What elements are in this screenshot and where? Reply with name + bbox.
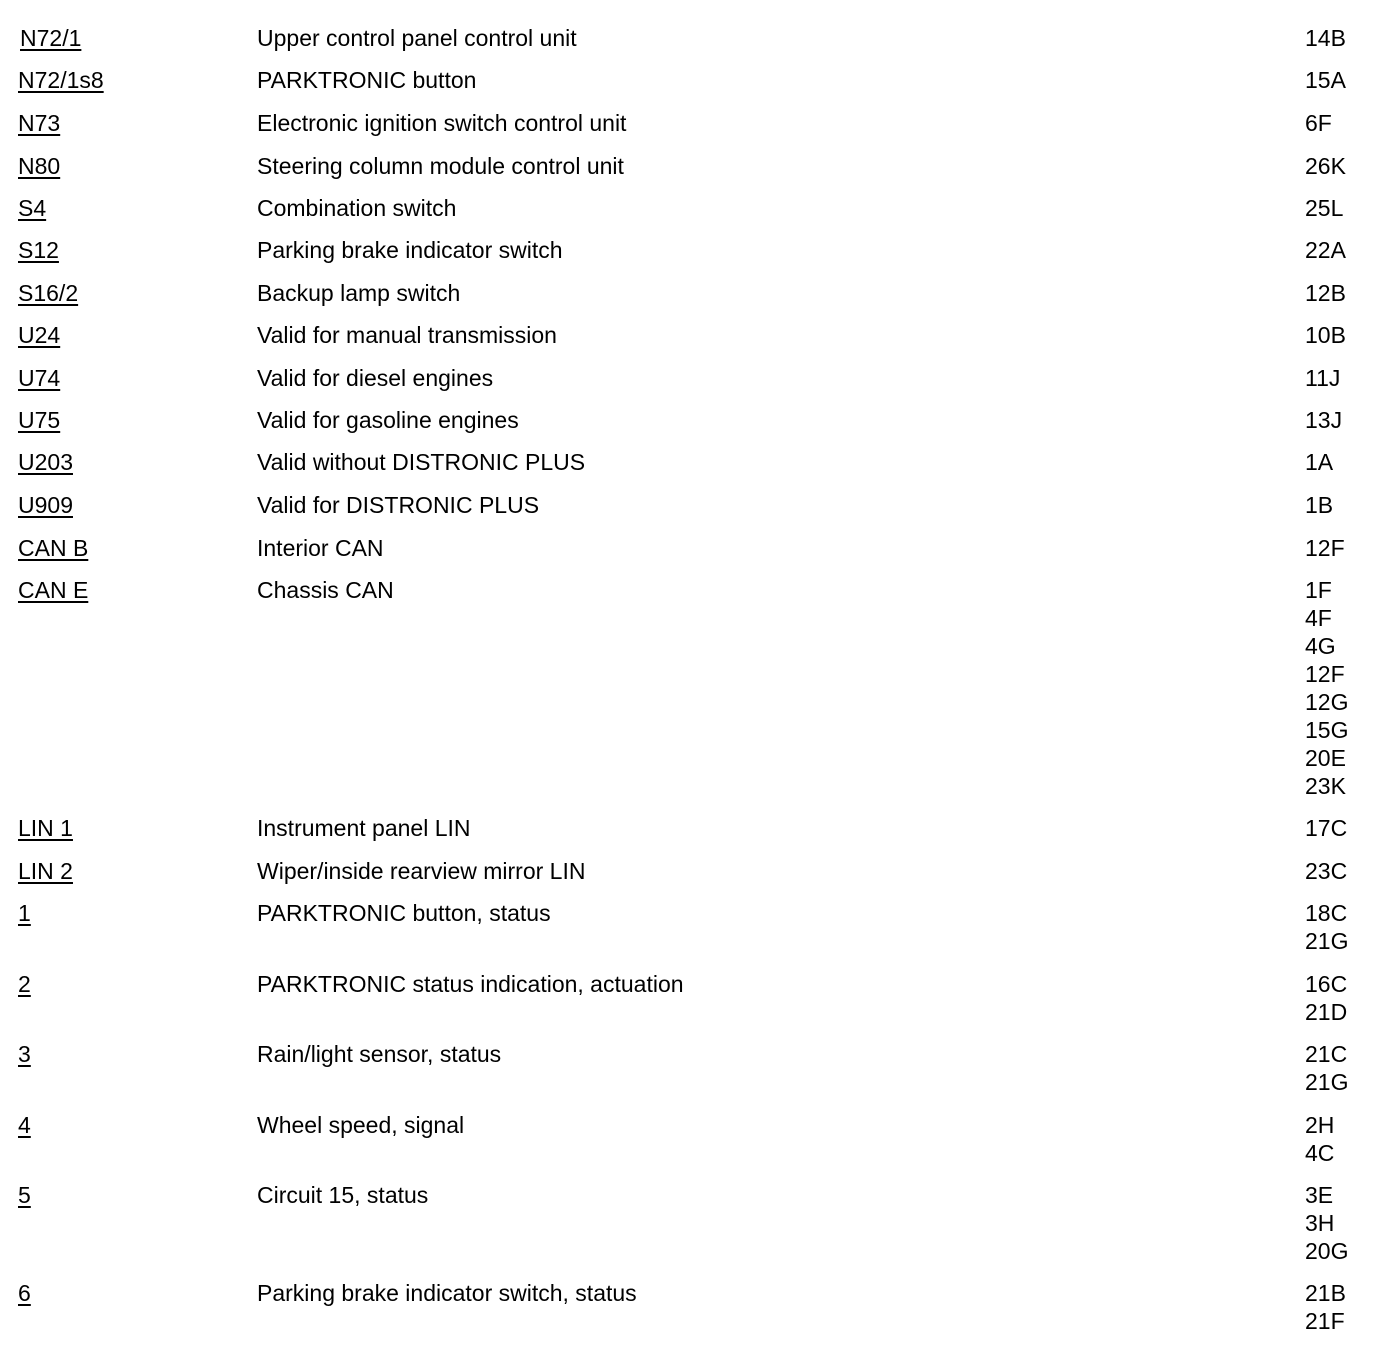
component-description: Parking brake indicator switch — [257, 237, 563, 263]
component-description: Electronic ignition switch control unit — [257, 110, 627, 136]
component-code[interactable]: 1 — [18, 900, 31, 926]
grid-reference-list — [1305, 1279, 1346, 1335]
component-description: Wiper/inside rearview mirror LIN — [257, 858, 586, 884]
grid-reference: 12F — [1305, 661, 1345, 687]
grid-reference: 15G — [1305, 717, 1349, 743]
grid-reference: 23K — [1305, 773, 1346, 799]
grid-reference: 17C — [1305, 815, 1348, 841]
grid-reference: 4G — [1305, 633, 1336, 659]
component-code[interactable]: S16/2 — [18, 280, 79, 306]
component-description: Valid for gasoline engines — [257, 407, 519, 433]
component-code[interactable]: 5 — [18, 1182, 31, 1208]
component-code[interactable]: N72/1s8 — [18, 67, 104, 93]
component-code[interactable]: U74 — [18, 365, 61, 391]
grid-reference: 21C — [1305, 1041, 1348, 1067]
grid-reference-list — [1305, 970, 1347, 1026]
grid-reference: 12F — [1305, 535, 1345, 561]
component-description: Circuit 15, status — [257, 1182, 429, 1208]
component-description: Wheel speed, signal — [257, 1112, 465, 1138]
grid-reference-list — [1305, 1181, 1348, 1265]
grid-reference-list — [1305, 491, 1333, 519]
grid-reference-list — [1305, 364, 1340, 392]
grid-reference-list — [1305, 534, 1345, 562]
grid-reference: 21G — [1305, 928, 1349, 954]
component-code[interactable]: U24 — [18, 322, 61, 348]
grid-reference: 3H — [1305, 1210, 1335, 1236]
component-description: Valid for diesel engines — [257, 365, 494, 391]
grid-reference: 20G — [1305, 1238, 1349, 1264]
grid-reference-list — [1305, 1111, 1334, 1167]
grid-reference: 21G — [1305, 1069, 1349, 1095]
grid-reference-list — [1305, 1040, 1348, 1096]
component-description: Backup lamp switch — [257, 280, 461, 306]
grid-reference: 26K — [1305, 153, 1346, 179]
grid-reference: 4F — [1305, 605, 1332, 631]
grid-reference-list — [1305, 857, 1347, 885]
grid-reference: 2H — [1305, 1112, 1335, 1138]
component-code[interactable]: LIN 1 — [18, 815, 73, 841]
grid-reference-list — [1305, 279, 1346, 307]
grid-reference: 21B — [1305, 1280, 1346, 1306]
grid-reference: 3E — [1305, 1182, 1334, 1208]
component-code[interactable]: 3 — [18, 1041, 31, 1067]
grid-reference: 18C — [1305, 900, 1348, 926]
component-code[interactable]: CAN E — [18, 577, 89, 603]
component-description: PARKTRONIC button — [257, 67, 477, 93]
component-description: PARKTRONIC status indication, actuation — [257, 971, 684, 997]
grid-reference: 20E — [1305, 745, 1346, 771]
component-code[interactable]: 4 — [18, 1112, 31, 1138]
grid-reference: 6F — [1305, 110, 1332, 136]
grid-reference-list — [1305, 66, 1346, 94]
grid-reference: 15A — [1305, 67, 1346, 93]
grid-reference-list — [1305, 194, 1343, 222]
grid-reference-list — [1305, 448, 1333, 476]
component-code[interactable]: CAN B — [18, 535, 89, 561]
grid-reference-list — [1305, 576, 1348, 800]
grid-reference-list — [1305, 814, 1347, 842]
component-description: Valid for manual transmission — [257, 322, 557, 348]
component-code[interactable]: LIN 2 — [18, 858, 73, 884]
grid-reference: 4C — [1305, 1140, 1335, 1166]
component-code[interactable]: U203 — [18, 449, 73, 475]
component-code[interactable]: S12 — [18, 237, 59, 263]
grid-reference: 23C — [1305, 858, 1348, 884]
grid-reference: 11J — [1305, 365, 1341, 391]
component-description: Rain/light sensor, status — [257, 1041, 502, 1067]
component-code[interactable]: 6 — [18, 1280, 31, 1306]
grid-reference-list — [1305, 236, 1346, 264]
grid-reference-list — [1305, 109, 1332, 137]
grid-reference-list — [1305, 152, 1346, 180]
component-description: Combination switch — [257, 195, 457, 221]
grid-reference: 1A — [1305, 449, 1334, 475]
component-code[interactable]: S4 — [18, 195, 47, 221]
grid-reference: 12B — [1305, 280, 1346, 306]
component-description: Valid without DISTRONIC PLUS — [257, 449, 586, 475]
grid-reference-list — [1305, 24, 1346, 52]
component-description: Chassis CAN — [257, 577, 394, 603]
grid-reference: 1F — [1305, 577, 1332, 603]
grid-reference: 12G — [1305, 689, 1349, 715]
component-code[interactable]: U75 — [18, 407, 61, 433]
component-description: Valid for DISTRONIC PLUS — [257, 492, 540, 518]
grid-reference: 10B — [1305, 322, 1346, 348]
component-code[interactable]: N72/1 — [20, 25, 82, 51]
grid-reference: 16C — [1305, 971, 1348, 997]
grid-reference: 22A — [1305, 237, 1346, 263]
grid-reference: 1B — [1305, 492, 1334, 518]
grid-reference: 25L — [1305, 195, 1344, 221]
grid-reference: 21D — [1305, 999, 1348, 1025]
component-description: Parking brake indicator switch, status — [257, 1280, 637, 1306]
component-code[interactable]: 2 — [18, 971, 31, 997]
grid-reference-list — [1305, 899, 1348, 955]
grid-reference-list — [1305, 406, 1342, 434]
grid-reference-list — [1305, 321, 1346, 349]
grid-reference: 21F — [1305, 1308, 1345, 1334]
component-description: Steering column module control unit — [257, 153, 624, 179]
component-description: Interior CAN — [257, 535, 384, 561]
grid-reference: 14B — [1305, 25, 1346, 51]
component-description: PARKTRONIC button, status — [257, 900, 551, 926]
component-code[interactable]: N73 — [18, 110, 61, 136]
grid-reference: 13J — [1305, 407, 1343, 433]
component-description: Upper control panel control unit — [257, 25, 577, 51]
component-code[interactable]: N80 — [18, 153, 61, 179]
component-description: Instrument panel LIN — [257, 815, 471, 841]
component-code[interactable]: U909 — [18, 492, 73, 518]
